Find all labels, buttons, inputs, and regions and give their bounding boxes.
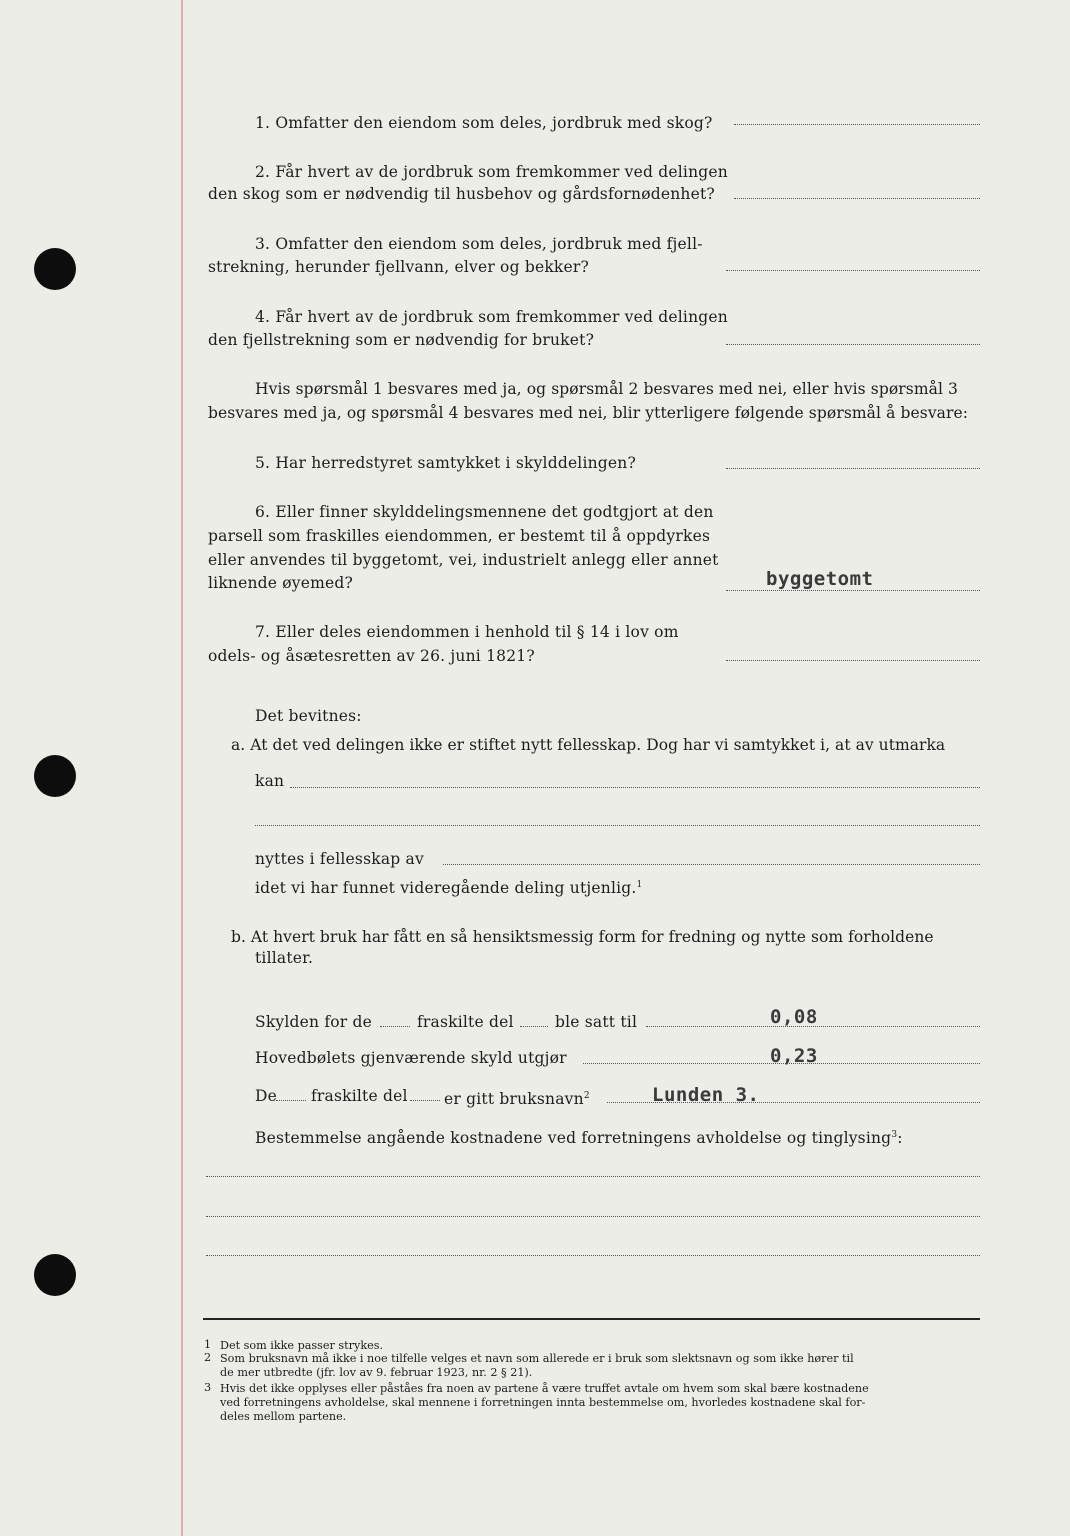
footnote-3-line-3: deles mellom partene.: [220, 1410, 347, 1423]
skyld-label-2: fraskilte del: [417, 1013, 514, 1031]
skyld-label-1: Skylden for de: [255, 1013, 373, 1031]
fellesskap-line-3: [443, 864, 980, 865]
footnote-1-number: 1: [204, 1338, 212, 1351]
witness-b-line-1: b. At hvert bruk har fått en så hensiktsmessig form for fredning og nytte som forholdene: [231, 928, 934, 946]
answer-6-value: byggetomt: [766, 568, 874, 590]
question-6-line-1: 6. Eller finner skylddelingsmennene det godtgjort at den: [255, 503, 714, 521]
question-2-line-2: den skog som er nødvendig til husbehov og gårdsfornødenhet?: [208, 185, 715, 203]
fellesskap-line-2: [255, 825, 980, 826]
bruksnavn-blank-2: [410, 1100, 440, 1101]
question-6-line-3: eller anvendes til byggetomt, vei, industrielt anlegg eller annet: [208, 551, 719, 569]
footnote-1: Det som ikke passer strykes.: [220, 1339, 384, 1352]
question-3-line-1: 3. Omfatter den eiendom som deles, jordbruk med fjell-: [255, 235, 703, 253]
bruksnavn-value: Lunden 3.: [652, 1084, 760, 1106]
skyld-answer-line: [646, 1026, 980, 1027]
bruksnavn-answer-line: [607, 1102, 980, 1103]
question-6-line-2: parsell som fraskilles eiendommen, er bestemt til å oppdyrkes: [208, 527, 711, 545]
kostnader-line-3: [206, 1255, 980, 1256]
witness-b-line-2: tillater.: [255, 949, 314, 967]
witness-a-idet: idet vi har funnet videregående deling utjenlig.$^1$: [255, 879, 643, 898]
condition-line-2: besvares med ja, og spørsmål 4 besvares med nei, blir ytterligere følgende spørsmål å besvare:: [208, 404, 969, 422]
witness-heading: Det bevitnes:: [255, 707, 362, 725]
punch-hole-icon: [34, 248, 76, 290]
footnote-3-line-1: Hvis det ikke opplyses eller påståes fra noen av partene å være truffet avtale om hvem som skal bære kostnadene: [220, 1382, 869, 1395]
bruksnavn-label-3: er gitt bruksnavn$^2$: [444, 1090, 590, 1109]
kostnader-label: Bestemmelse angående kostnadene ved forretningens avholdelse og tinglysing$^3$:: [255, 1129, 903, 1148]
witness-a-nyttes: nyttes i fellesskap av: [255, 850, 424, 868]
kostnader-line-1: [206, 1176, 980, 1177]
bruksnavn-label-1: De: [255, 1087, 278, 1105]
question-4-line-2: den fjellstrekning som er nødvendig for bruket?: [208, 331, 595, 349]
condition-line-1: Hvis spørsmål 1 besvares med ja, og spørsmål 2 besvares med nei, eller hvis spørsmål 3: [255, 380, 959, 398]
answer-line-2: [734, 198, 980, 199]
kostnader-line-2: [206, 1216, 980, 1217]
footnote-2-number: 2: [204, 1351, 212, 1364]
answer-line-5: [726, 468, 980, 469]
footnote-3-number: 3: [204, 1381, 212, 1394]
footnote-2-line-2: de mer utbredte (jfr. lov av 9. februar 1923, nr. 2 § 21).: [220, 1366, 533, 1379]
question-4-line-1: 4. Får hvert av de jordbruk som fremkommer ved delingen: [255, 308, 728, 326]
hovedbol-value: 0,23: [770, 1045, 818, 1067]
question-2-line-1: 2. Får hvert av de jordbruk som fremkommer ved delingen: [255, 163, 728, 181]
answer-line-3: [726, 270, 980, 271]
hovedbol-answer-line: [583, 1063, 980, 1064]
skyld-blank-2: [520, 1026, 548, 1027]
skyld-value: 0,08: [770, 1006, 818, 1028]
margin-line: [181, 0, 183, 1536]
answer-line-7: [726, 660, 980, 661]
question-7-line-1: 7. Eller deles eiendommen i henhold til § 14 i lov om: [255, 623, 679, 641]
question-6-line-4: liknende øyemed?: [208, 574, 354, 592]
footnote-3-line-2: ved forretningens avholdelse, skal mennene i forretningen innta bestemmelse om, hvorledes kostnadene skal for-: [220, 1396, 866, 1409]
bruksnavn-blank-1: [276, 1100, 306, 1101]
punch-hole-icon: [34, 1254, 76, 1296]
bruksnavn-label-2: fraskilte del: [311, 1087, 408, 1105]
answer-line-4: [726, 344, 980, 345]
punch-hole-icon: [34, 755, 76, 797]
fellesskap-line-1: [290, 787, 980, 788]
footnote-2-line-1: Som bruksnavn må ikke i noe tilfelle velges et navn som allerede er i bruk som slektsnavn og som ikke hører til: [220, 1352, 854, 1365]
skyld-label-3: ble satt til: [555, 1013, 638, 1031]
question-1: 1. Omfatter den eiendom som deles, jordbruk med skog?: [255, 114, 713, 132]
answer-line-6: [726, 590, 980, 591]
question-5: 5. Har herredstyret samtykket i skylddelingen?: [255, 454, 636, 472]
skyld-blank-1: [380, 1026, 410, 1027]
question-7-line-2: odels- og åsætesretten av 26. juni 1821?: [208, 647, 535, 665]
footnote-rule: [203, 1318, 980, 1320]
witness-a-line-1: a. At det ved delingen ikke er stiftet nytt fellesskap. Dog har vi samtykket i, at av utmarka: [231, 736, 946, 754]
answer-line-1: [734, 124, 980, 125]
witness-a-kan: kan: [255, 772, 285, 790]
hovedbol-label: Hovedbølets gjenværende skyld utgjør: [255, 1049, 567, 1067]
question-3-line-2: strekning, herunder fjellvann, elver og bekker?: [208, 258, 590, 276]
